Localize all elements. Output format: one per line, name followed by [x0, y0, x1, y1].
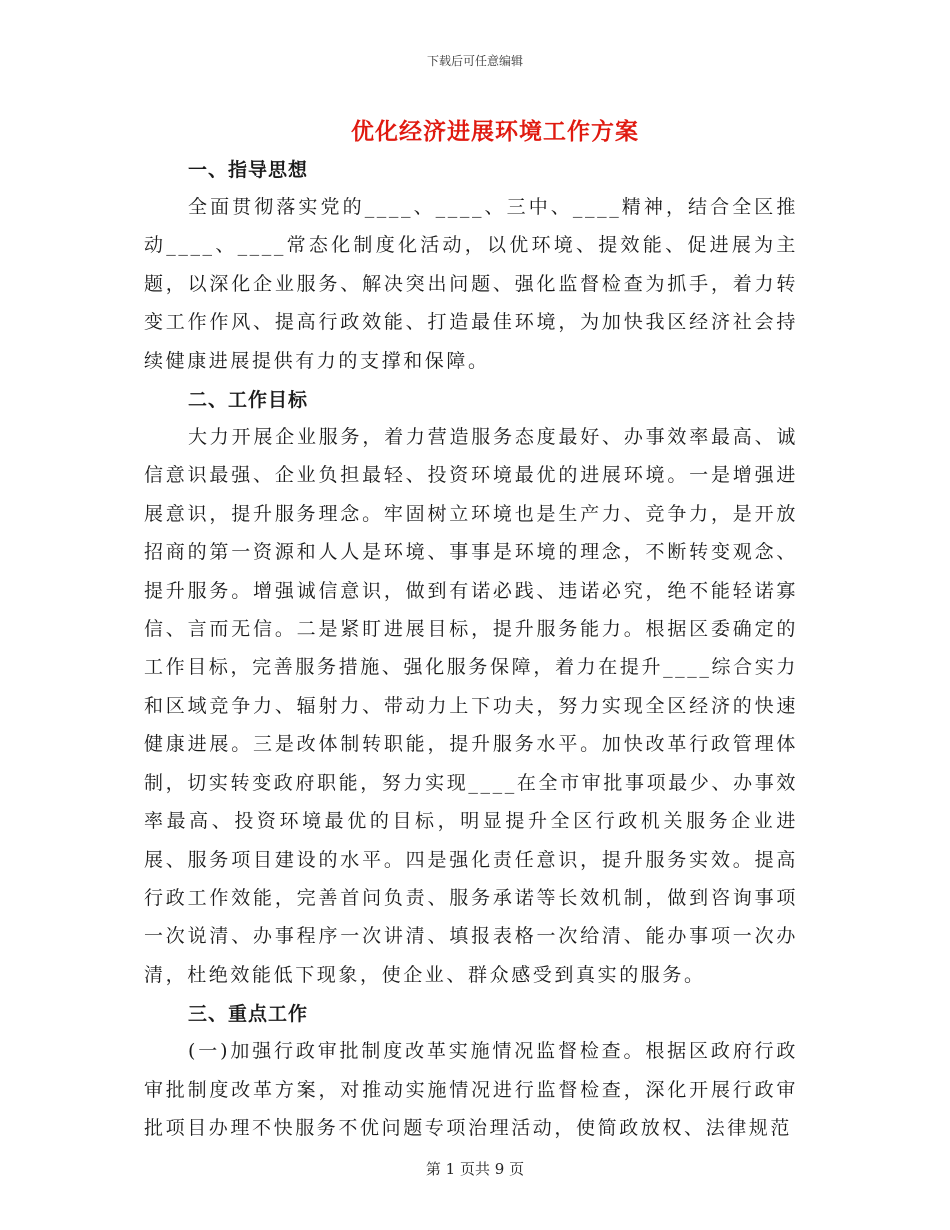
page-footer: 第 1 页共 9 页 [425, 1160, 525, 1178]
section-heading-work-goals: 二、工作目标 [188, 389, 309, 412]
document-title: 优化经济进展环境工作方案 [351, 118, 639, 145]
document-body [144, 152, 798, 1147]
section-heading-guiding-ideology: 一、指导思想 [188, 159, 309, 181]
section-paragraph: 全面贯彻落实党的____、____、三中、____精神，结合全区推动____、____常态化制度化活动，以优环境、提效能、促进展为主题，以深化企业服务、解决突出问题、强化监督检查为抓手，着力转变工作作风、提高行政效能、打造最佳环境，为加快我区经济社会持续健康进展提供有力的支撑和保障。 [144, 196, 798, 372]
header-note: 下载后可任意编辑 [426, 54, 523, 68]
section-paragraph: 大力开展企业服务，着力营造服务态度最好、办事效率最高、诚信意识最强、企业负担最轻、投资环境最优的进展环境。一是增强进展意识，提升服务理念。牢固树立环境也是生产力、竞争力，是开放招商的第一资源和人人是环境、事事是环境的理念，不断转变观念、提升服务。增强诚信意识，做到有诺必践、违诺必究，绝不能轻诺寡信、言而无信。二是紧盯进展目标，提升服务能力。根据区委确定的工作目标，完善服务措施、强化服务保障，着力在提升____综合实力和区域竞争力、辐射力、带动力上下功夫，努力实现全区经济的快速健康进展。三是改体制转职能，提升服务水平。加快改革行政管理体制，切实转变政府职能，努力实现____在全市审批事项最少、办事效率最高、投资环境最优的目标，明显提升全区行政机关服务企业进展、服务项目建设的水平。四是强化责任意识，提升服务实效。提高行政工作效能，完善首问负责、服务承诺等长效机制，做到咨询事项一次说清、办事程序一次讲清、填报表格一次给清、能办事项一次办清，杜绝效能低下现象，使企业、群众感受到真实的服务。 [144, 426, 798, 986]
section-heading-key-work: 三、重点工作 [188, 1003, 309, 1026]
section-paragraph: (一)加强行政审批制度改革实施情况监督检查。根据区政府行政审批制度改革方案，对推动实施情况进行监督检查，深化开展行政审批项目办理不快服务不优问题专项治理活动，使简政放权、法律规范 [144, 1040, 798, 1139]
